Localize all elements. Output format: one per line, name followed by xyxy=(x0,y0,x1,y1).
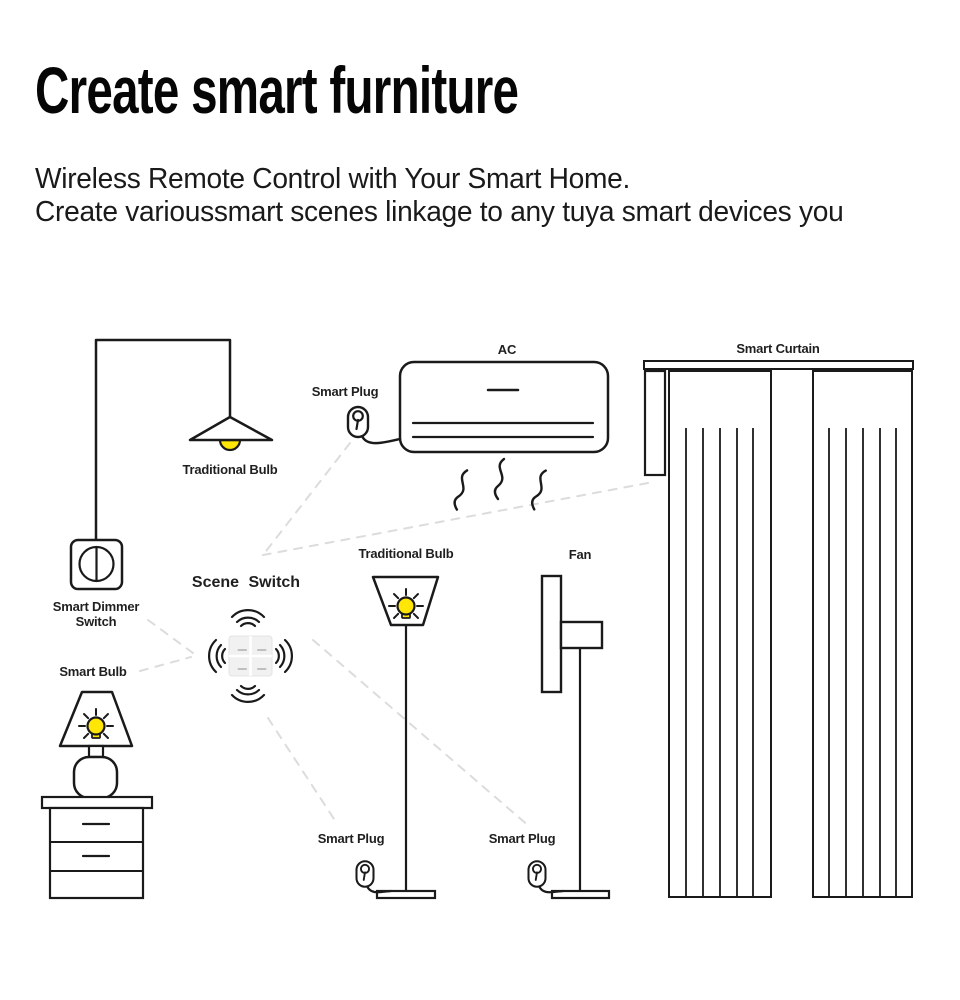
link-scene-to-smart-bulb xyxy=(140,657,191,671)
label-pendant-lamp: Traditional Bulb xyxy=(182,462,278,477)
label-ac: AC xyxy=(497,342,517,357)
label-smart-curtain: Smart Curtain xyxy=(736,341,820,356)
nightstand-body xyxy=(50,808,143,898)
plug-wire xyxy=(362,436,400,443)
plug-wire xyxy=(367,886,391,892)
label-dimmer-line-2: Switch xyxy=(75,614,117,629)
lamp-shade xyxy=(190,417,272,440)
fan-figure xyxy=(542,576,609,898)
label-fan-plug: Smart Plug xyxy=(488,831,556,846)
plug-icon xyxy=(348,407,368,437)
curtain-figure xyxy=(644,361,913,897)
page-title: Create smart furniture xyxy=(35,53,519,127)
plug-icon xyxy=(529,861,546,887)
nightstand-top xyxy=(42,797,152,808)
link-scene-to-lamp-plug xyxy=(268,718,336,822)
subtitle-line-1: Wireless Remote Control with Your Smart Home. xyxy=(35,163,631,195)
lamp-smart-plug-figure xyxy=(357,861,392,892)
lamp-body xyxy=(74,757,117,798)
floor-lamp-figure xyxy=(373,577,438,898)
label-fan: Fan xyxy=(568,547,592,562)
label-scene-switch: Scene Switch xyxy=(191,574,301,591)
link-scene-to-fan-plug xyxy=(313,640,530,827)
scene-switch-figure xyxy=(209,610,292,702)
fan-blade xyxy=(542,576,561,692)
dimmer-switch-figure xyxy=(71,540,122,589)
lamp-neck xyxy=(89,746,103,757)
label-ac-plug: Smart Plug xyxy=(311,384,379,399)
label-dimmer-line-1: Smart Dimmer xyxy=(52,599,140,614)
curtain-motor xyxy=(645,371,665,475)
label-lamp-plug: Smart Plug xyxy=(317,831,385,846)
pendant-lamp-figure xyxy=(96,340,272,541)
table-lamp-figure xyxy=(60,692,132,798)
ac-smart-plug-figure xyxy=(348,407,400,443)
nightstand-figure xyxy=(42,797,152,898)
fan-smart-plug-figure xyxy=(529,861,564,892)
bulb-icon xyxy=(220,440,240,450)
link-scene-to-ac-plug xyxy=(263,443,350,555)
curtain-rail xyxy=(644,361,913,369)
plug-icon xyxy=(357,861,374,887)
label-floor-lamp: Traditional Bulb xyxy=(358,546,454,561)
link-scene-to-curtain xyxy=(263,483,648,555)
label-dimmer-switch xyxy=(53,599,139,629)
airflow-icon xyxy=(454,459,546,510)
ac-figure xyxy=(400,362,608,510)
label-smart-bulb: Smart Bulb xyxy=(59,664,127,679)
fan-motor xyxy=(561,622,602,648)
plug-wire xyxy=(539,886,563,892)
subtitle-line-2: Create varioussmart scenes linkage to any tuya smart devices you xyxy=(35,196,844,228)
link-scene-to-dimmer xyxy=(148,620,193,653)
